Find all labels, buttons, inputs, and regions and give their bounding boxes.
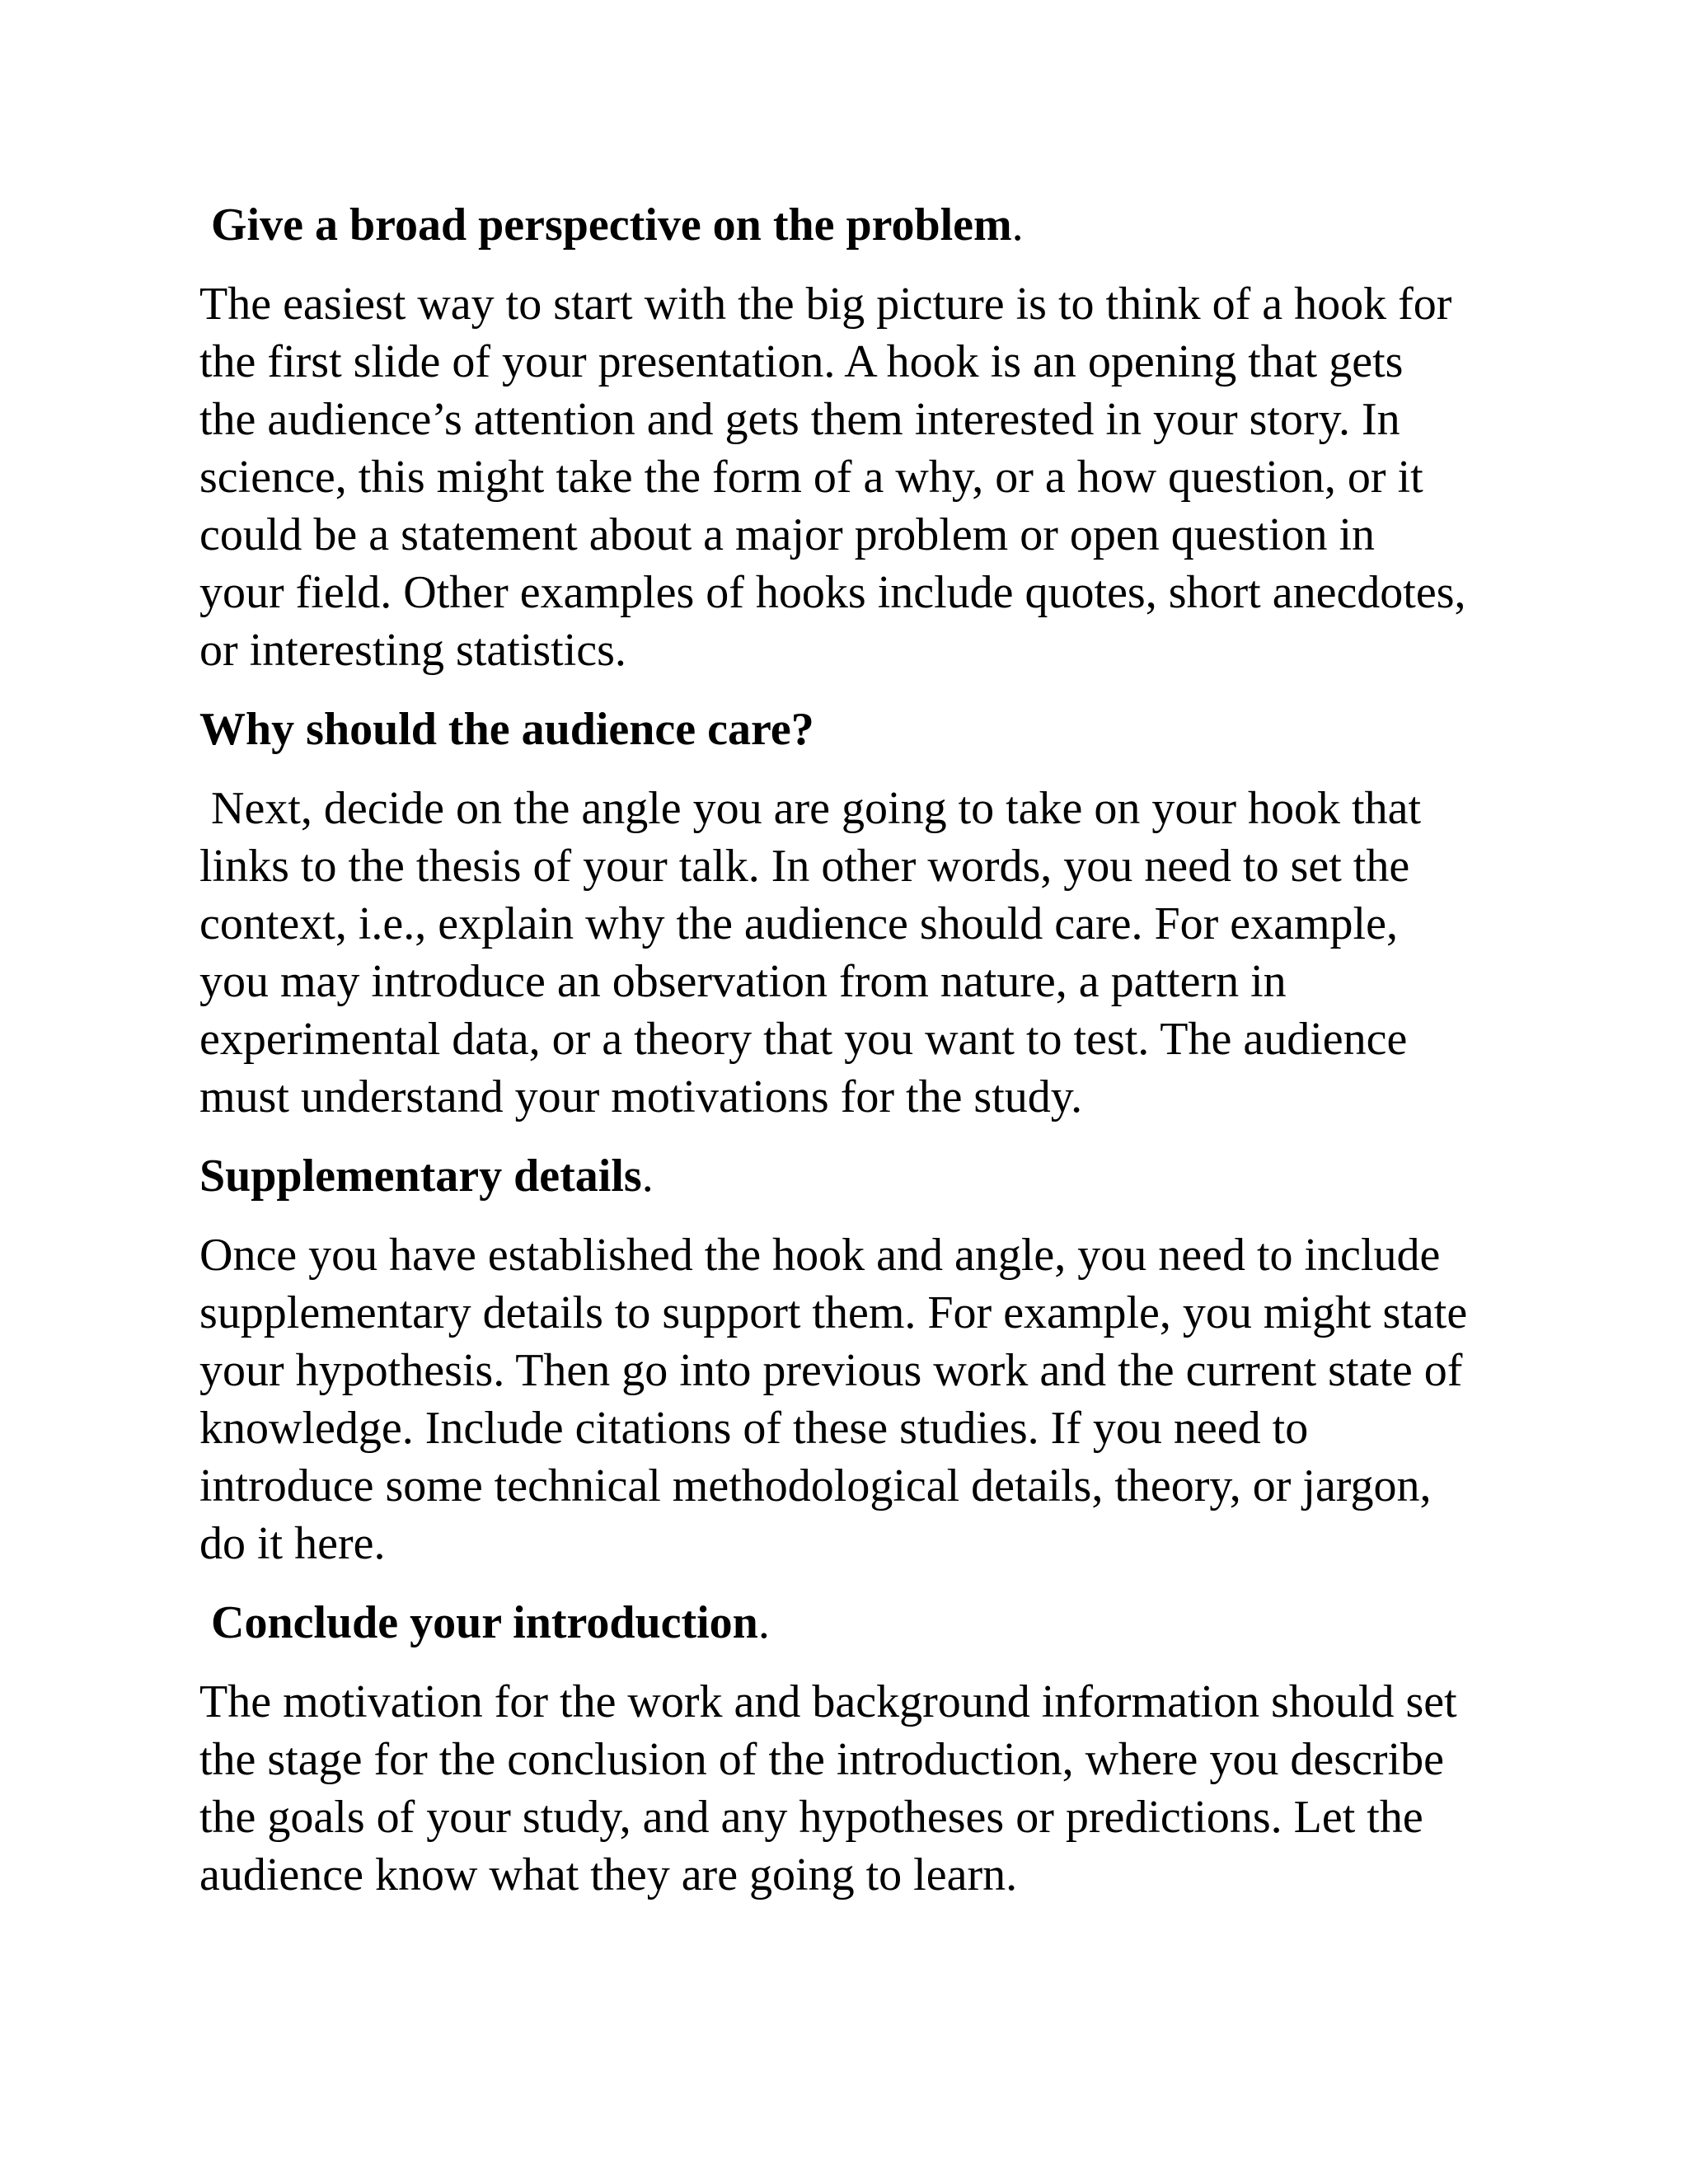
section-heading-conclude-introduction [199,1594,1535,1652]
paragraph-broad-perspective [199,275,1535,679]
text-line: context, i.e., explain why the audience should care. For example, [199,898,1398,949]
text-line: science, this might take the form of a why, or a how question, or it [199,452,1423,503]
section-heading-supplementary-details [199,1147,1535,1205]
text-line: must understand your motivations for the study. [199,1071,1083,1122]
text-line: or interesting statistics. [199,625,626,676]
heading-text: Supplementary details [199,1151,642,1202]
text-line: supplementary details to support them. For example, you might state [199,1287,1468,1338]
heading-text: Why should the audience care? [199,704,814,755]
text-line: Next, decide on the angle you are going to take on your hook that [199,783,1422,834]
document-content [199,196,1535,1925]
paragraph-supplementary-details [199,1226,1535,1572]
heading-text: Give a broad perspective on the problem [211,199,1012,251]
text-line: your hypothesis. Then go into previous work and the current state of [199,1345,1463,1396]
text-line: could be a statement about a major problem or open question in [199,509,1376,560]
text-line: the stage for the conclusion of the introduction, where you describe [199,1734,1444,1785]
text-line: the first slide of your presentation. A hook is an opening that gets [199,336,1404,387]
heading-text: Conclude your introduction [211,1597,758,1648]
heading-punctuation: . [641,1151,654,1202]
text-line: the audience’s attention and gets them interested in your story. In [199,394,1400,445]
text-line: your field. Other examples of hooks include quotes, short anecdotes, [199,567,1466,618]
paragraph-conclude-introduction [199,1673,1535,1904]
section-heading-audience-care [199,701,1535,758]
text-line: the goals of your study, and any hypotheses or predictions. Let the [199,1792,1423,1843]
heading-punctuation: . [1011,199,1024,251]
paragraph-audience-care [199,780,1535,1126]
text-line: knowledge. Include citations of these studies. If you need to [199,1403,1309,1454]
heading-punctuation: . [757,1597,770,1648]
text-line: experimental data, or a theory that you want to test. The audience [199,1014,1408,1065]
text-line: introduce some technical methodological details, theory, or jargon, [199,1460,1432,1511]
section-heading-broad-perspective [199,196,1535,254]
text-line: do it here. [199,1518,386,1569]
text-line: links to the thesis of your talk. In other words, you need to set the [199,841,1410,892]
text-line: Once you have established the hook and angle, you need to include [199,1230,1441,1281]
text-line: audience know what they are going to learn. [199,1849,1018,1900]
text-line: The motivation for the work and background information should set [199,1676,1457,1727]
text-line: you may introduce an observation from nature, a pattern in [199,956,1287,1007]
text-line: The easiest way to start with the big picture is to think of a hook for [199,279,1452,330]
